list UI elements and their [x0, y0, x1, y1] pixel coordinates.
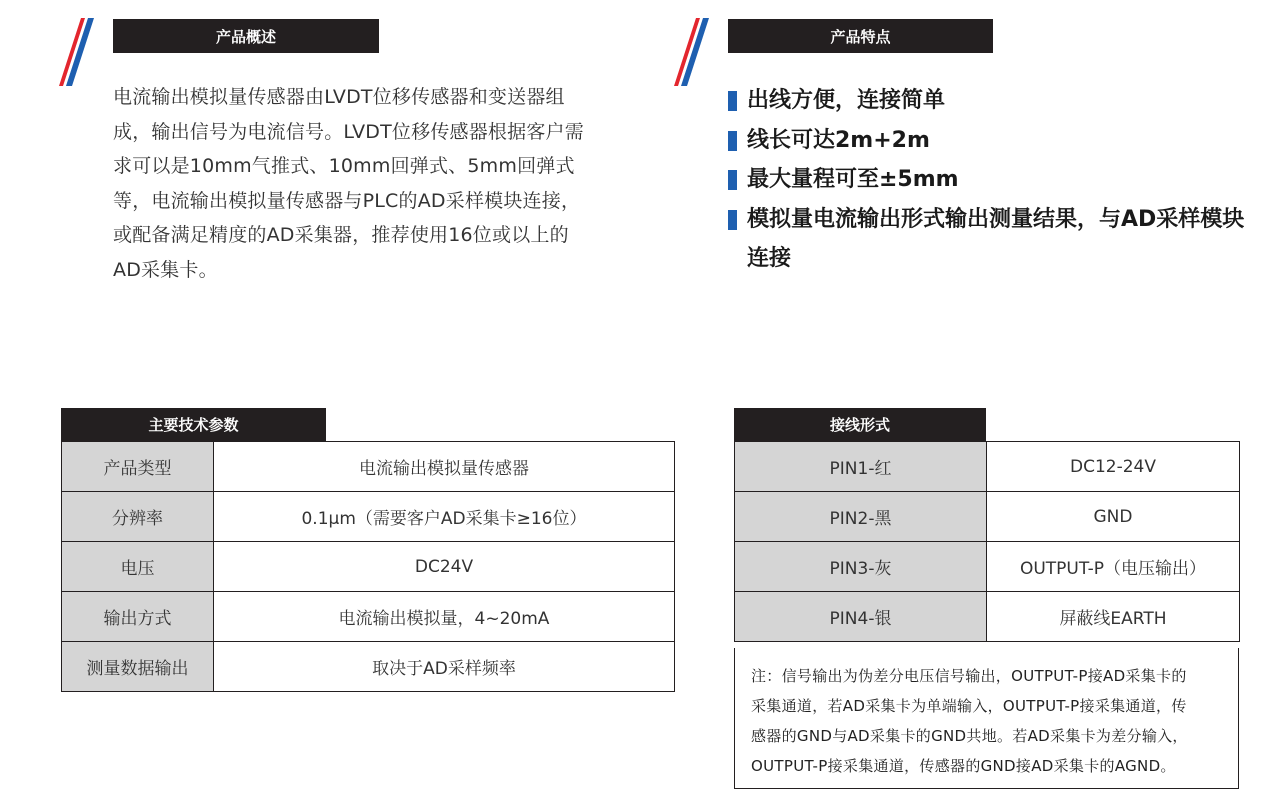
wiring-table	[734, 441, 1240, 642]
wiring-title: 接线形式	[734, 408, 986, 441]
pin-value: 屏蔽线EARTH	[987, 592, 1240, 642]
feature-text: 最大量程可至±5mm	[747, 167, 959, 192]
note-line: OUTPUT-P接采集通道，传感器的GND接AD采集卡的AGND。	[751, 757, 1176, 775]
wiring-note	[734, 648, 1239, 789]
pin-label: PIN1-红	[735, 442, 987, 492]
spec-label: 测量数据输出	[62, 642, 214, 692]
table-row	[62, 492, 675, 542]
overview-line: AD采集卡。	[113, 258, 218, 281]
spec-label: 分辨率	[62, 492, 214, 542]
features-list	[728, 81, 1258, 279]
note-line: 注：信号输出为伪差分电压信号输出，OUTPUT-P接AD采集卡的	[751, 667, 1187, 685]
wiring-header	[734, 408, 1239, 441]
feature-text: 线长可达2m+2m	[747, 127, 930, 153]
pin-label: PIN3-灰	[735, 542, 987, 592]
features-title: 产品特点	[728, 19, 993, 53]
spec-label: 产品类型	[62, 442, 214, 492]
bullet-icon	[728, 170, 737, 190]
pin-label: PIN4-银	[735, 592, 987, 642]
overview-description	[113, 80, 643, 287]
bullet-icon	[728, 91, 737, 111]
accent-stripe-icon	[59, 18, 99, 86]
pin-value: GND	[987, 492, 1240, 542]
table-row	[62, 442, 675, 492]
specs-table	[61, 441, 675, 692]
bullet-icon	[728, 131, 737, 151]
specs-title: 主要技术参数	[61, 408, 326, 441]
spec-label: 电压	[62, 542, 214, 592]
feature-item	[728, 121, 1258, 161]
accent-stripe-icon	[674, 18, 714, 86]
feature-item	[728, 160, 1258, 200]
overview-line: 电流输出模拟量传感器由LVDT位移传感器和变送器组	[113, 86, 565, 108]
overview-line: 或配备满足精度的AD采集器，推荐使用16位或以上的	[113, 224, 569, 246]
overview-title: 产品概述	[113, 19, 379, 53]
table-row	[735, 492, 1240, 542]
feature-item	[728, 200, 1258, 279]
overview-line: 求可以是10mm气推式、10mm回弹式、5mm回弹式	[113, 155, 575, 177]
spec-value: 电流输出模拟量，4~20mA	[214, 592, 675, 642]
spec-value: DC24V	[214, 542, 675, 592]
overview-line: 成，输出信号为电流信号。LVDT位移传感器根据客户需	[113, 120, 584, 143]
specs-header	[61, 408, 673, 441]
table-row	[62, 592, 675, 642]
pin-value: OUTPUT-P（电压输出）	[987, 542, 1240, 592]
pin-value: DC12-24V	[987, 442, 1240, 492]
pin-label: PIN2-黑	[735, 492, 987, 542]
table-row	[62, 642, 675, 692]
feature-text: 模拟量电流输出形式输出测量结果，与AD采样模块连接	[747, 206, 1245, 271]
spec-value: 取决于AD采样频率	[214, 642, 675, 692]
feature-item	[728, 81, 1258, 121]
feature-text: 出线方便，连接简单	[747, 88, 946, 113]
table-row	[735, 442, 1240, 492]
spec-value: 电流输出模拟量传感器	[214, 442, 675, 492]
bullet-icon	[728, 210, 737, 230]
table-row	[735, 542, 1240, 592]
note-line: 采集通道，若AD采集卡为单端输入，OUTPUT-P接采集通道，传	[751, 697, 1187, 715]
note-line: 感器的GND与AD采集卡的GND共地。若AD采集卡为差分输入，	[751, 727, 1188, 745]
table-row	[62, 542, 675, 592]
spec-value: 0.1μm（需要客户AD采集卡≥16位）	[214, 492, 675, 542]
overview-line: 等，电流输出模拟量传感器与PLC的AD采样模块连接，	[113, 189, 581, 212]
spec-label: 输出方式	[62, 592, 214, 642]
table-row	[735, 592, 1240, 642]
